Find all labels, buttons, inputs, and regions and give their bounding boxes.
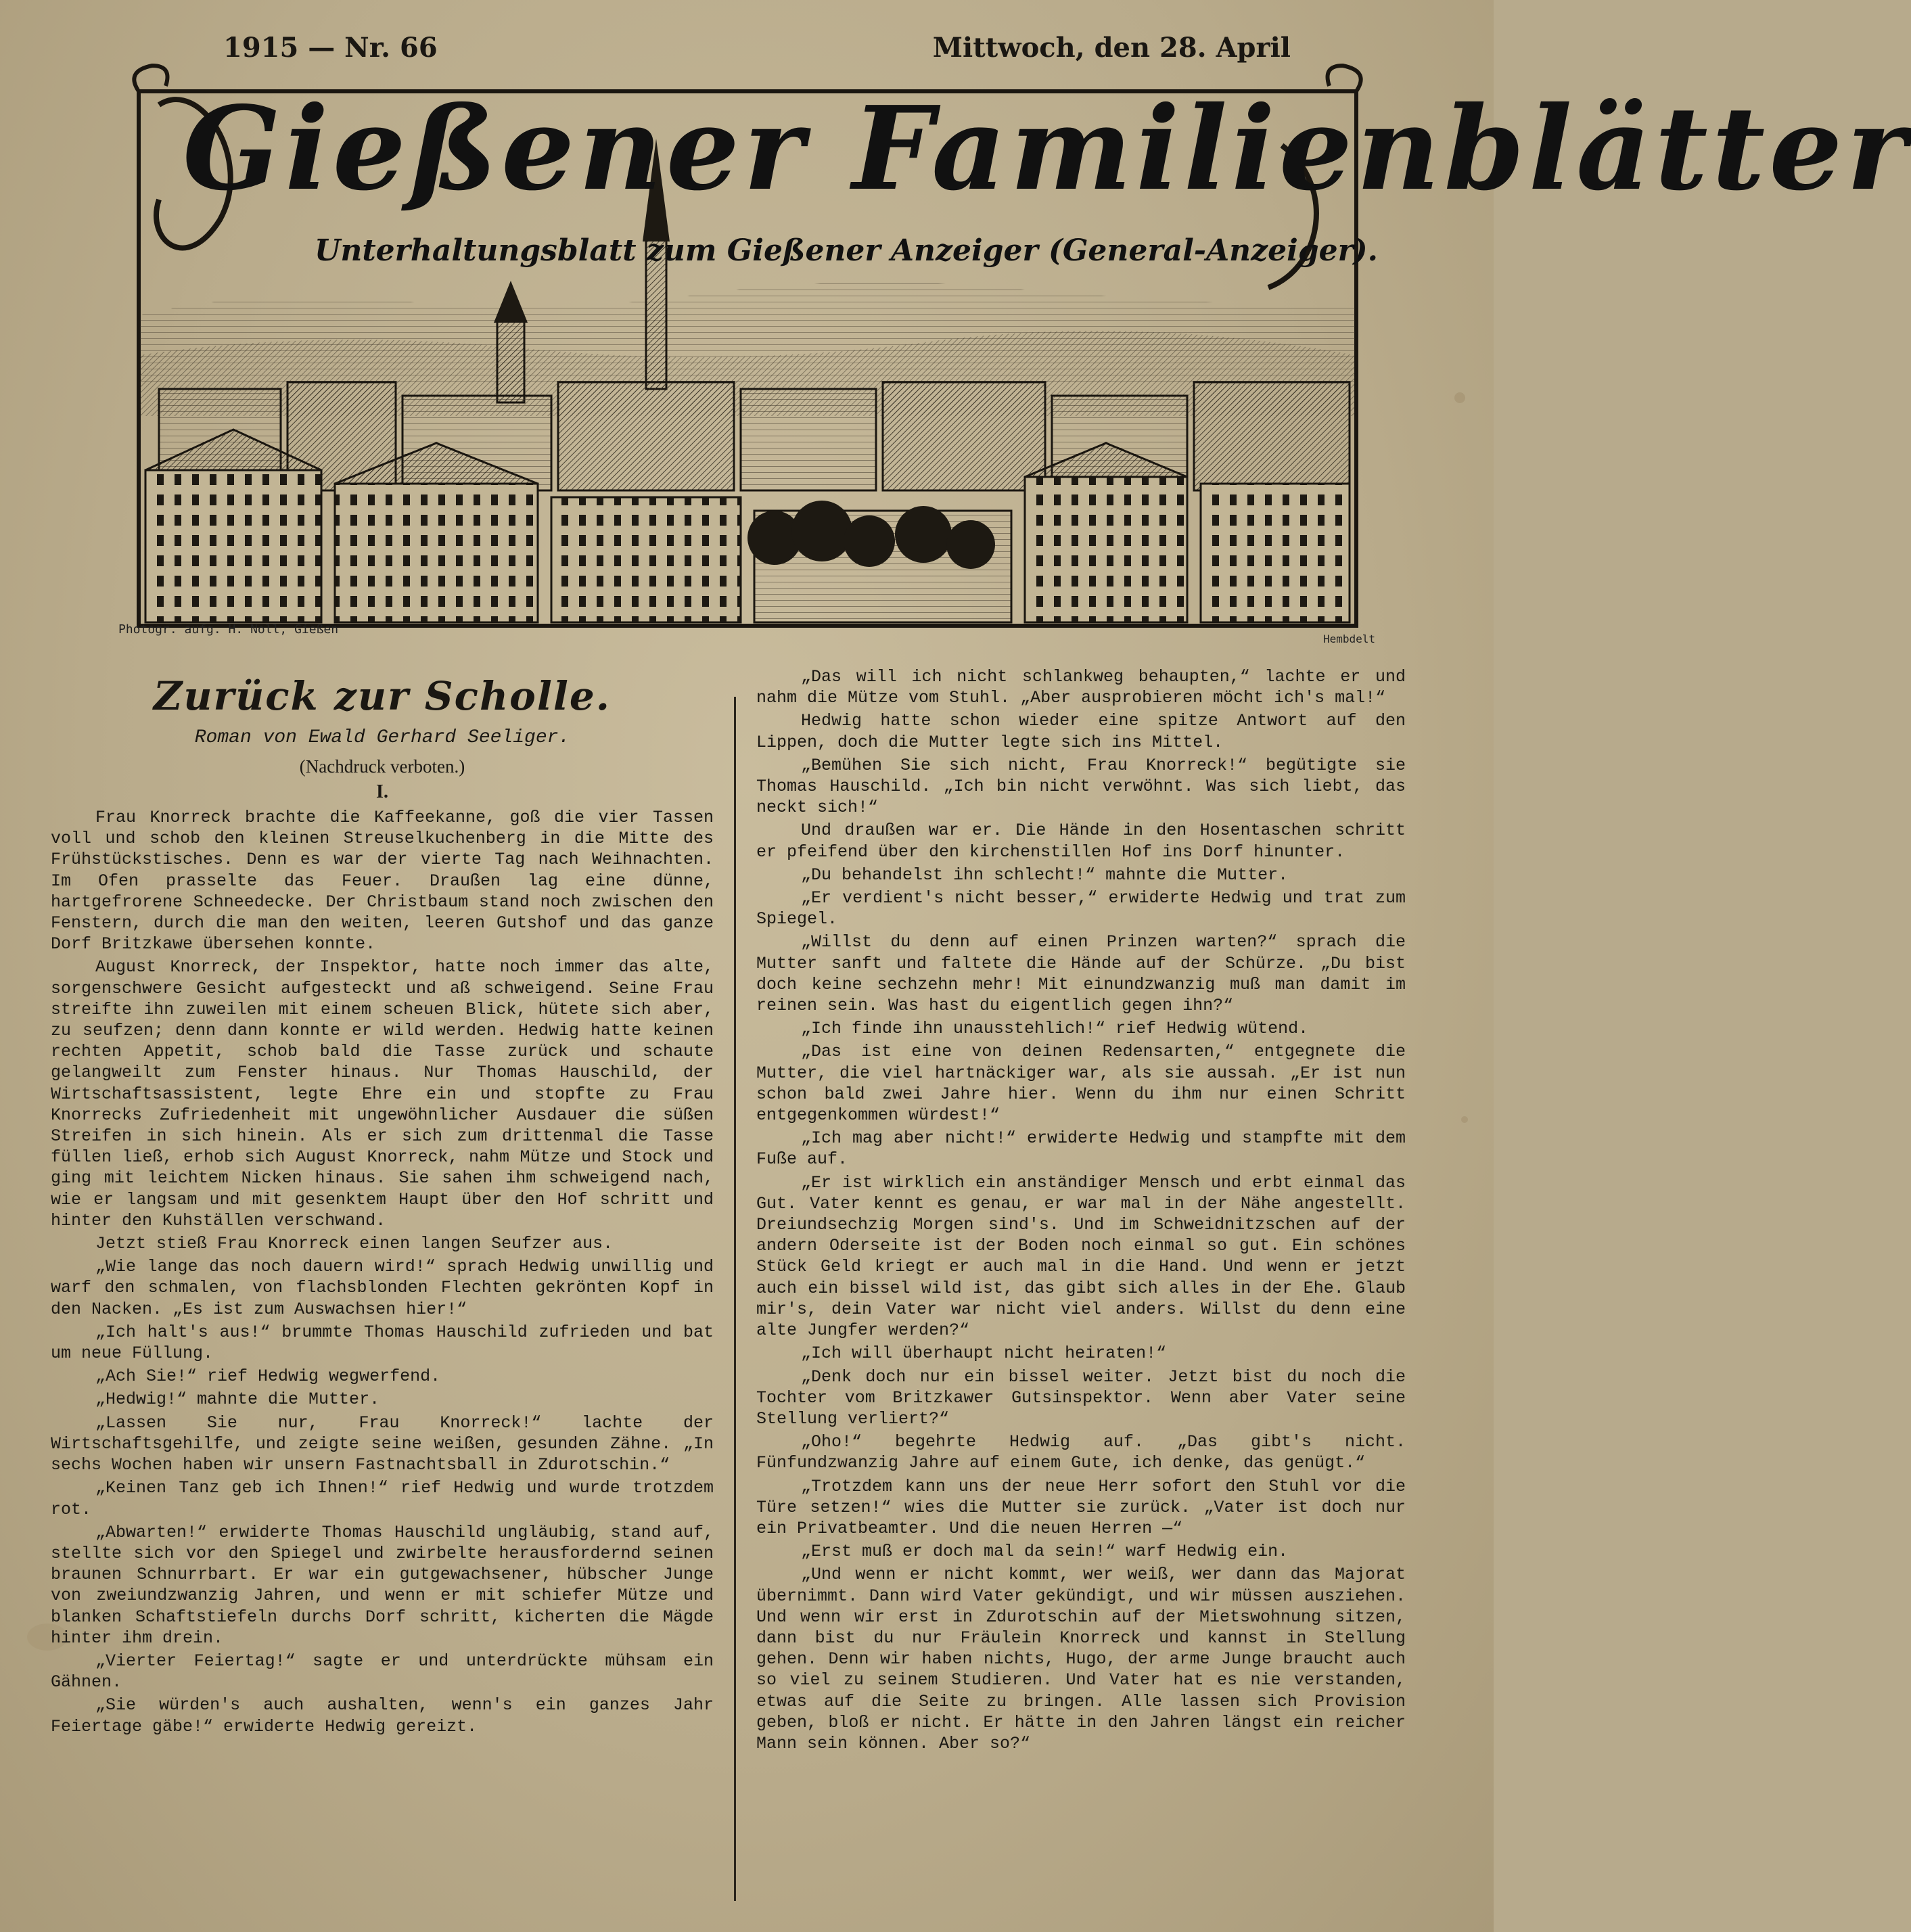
paragraph: „Ich mag aber nicht!“ erwiderte Hedwig und stampfte mit dem Fuße auf. [756, 1128, 1406, 1170]
paragraph: „Er ist wirklich ein anständiger Mensch und erbt einmal das Gut. Vater kennt es genau, er war mal in der Nähe angestellt. Dreiundsechzig Morgen sind's. Und im Schweidnitzschen auf der andern Oderseite ist der Boden noch einmal so gut. Ein schönes Stück Geld kriegt er auch mal in die Hand. Und wenn er jetzt auch ein bissel wild ist, das gibt sich alles in der Ehe. Glaub mir's, dein Vater war nicht viel anders. Willst du denn eine alte Jungfer werden?“ [756, 1172, 1406, 1341]
artist-signature: Hembdelt [1322, 632, 1375, 645]
masthead [118, 64, 1911, 639]
article-byline: Roman von Ewald Gerhard Seeliger. [194, 727, 570, 748]
paragraph: Und draußen war er. Die Hände in den Hosentaschen schritt er pfeifend über den kirchenstillen Hof ins Dorf hinunter. [756, 821, 1406, 862]
paragraph: „Ich finde ihn unausstehlich!“ rief Hedwig wütend. [801, 1019, 1309, 1039]
paragraph: „Abwarten!“ erwiderte Thomas Hauschild ungläubig, stand auf, stellte sich vor den Spiegel und zwirbelte herausfordernd seinen braunen Schnurrbart. Er war ein gutgewachsener, hübscher Junge von zweiundzwanzig Jahren, und wenn er mit schiefer Mütze und blanken Schaftstiefeln durchs Dorf schritt, kicherten die Mägde hinter ihm drein. [51, 1522, 714, 1648]
issue-number: 1915 — Nr. 66 [223, 31, 438, 64]
paragraph: „Keinen Tanz geb ich Ihnen!“ rief Hedwig und wurde trotzdem rot. [51, 1478, 714, 1519]
paragraph: August Knorreck, der Inspektor, hatte noch immer das alte, sorgenschwere Gesicht aufgesteckt und aß schweigend. Seine Frau streifte ihn zuweilen mit einem scheuen Blick, hütete sich aber, zu seufzen; denn dann konnte er wild werden. Hedwig hatte keinen rechten Appetit, schob bald die Tasse zurück und schaute gelangweilt zum Fenster hinaus. Nur Thomas Hauschild, der Wirtschaftsassistent, legte Ehre ein und stopfte zu Frau Knorrecks Zufriedenheit mit ungewöhnlicher Ausdauer die süßen Streifen in sich hinein. Als er sich zum drittenmal die Tasse füllen ließ, erhob sich August Knorreck, nahm Mütze und Stock und ging mit leichtem Nicken hinaus. Sie sahen ihm schweigend nach, wie er langsam und mit gesenktem Haupt über den Hof schritt und hinter den Kuhställen verschwand. [51, 957, 714, 1230]
paragraph: Hedwig hatte schon wieder eine spitze Antwort auf den Lippen, doch die Mutter legte sich ins Mittel. [756, 711, 1406, 752]
issue-line [223, 27, 1291, 68]
paragraph: „Ich halt's aus!“ brummte Thomas Hauschild zufrieden und bat um neue Füllung. [51, 1322, 714, 1364]
reprint-notice: (Nachdruck verboten.) [299, 756, 465, 777]
issue-date: Mittwoch, den 28. April [932, 31, 1291, 64]
photo-credit: Photogr. aufg. H. Noll, Gießen [118, 622, 339, 637]
paragraph: „Lassen Sie nur, Frau Knorreck!“ lachte der Wirtschaftsgehilfe, und zeigte seine weißen, gesunden Zähne. „In sechs Wochen haben wir unsern Fastnachtsball in Zdurotschin.“ [51, 1412, 714, 1475]
paragraph: „Du behandelst ihn schlecht!“ mahnte die Mutter. [801, 865, 1289, 885]
paragraph: „Trotzdem kann uns der neue Herr sofort den Stuhl vor die Türe setzen!“ wies die Mutter sie zurück. „Vater ist doch nur ein Privatbeamter. Und die neuen Herren —“ [756, 1476, 1406, 1538]
newspaper-title: Gießener Familienblätter [183, 81, 1911, 216]
paragraph: Jetzt stieß Frau Knorreck einen langen Seufzer aus. [95, 1234, 614, 1254]
left-column [51, 666, 734, 1904]
paragraph: „Ich will überhaupt nicht heiraten!“ [801, 1343, 1167, 1364]
chapter-number: I. [376, 781, 388, 802]
article-title: Zurück zur Scholle. [154, 673, 611, 719]
paragraph: „Oho!“ begehrte Hedwig auf. „Das gibt's nicht. Fünfundzwanzig Jahre auf einem Gute, ich denke, das genügt.“ [756, 1432, 1406, 1473]
paragraph: „Das will ich nicht schlankweg behaupten,“ lachte er und nahm die Mütze vom Stuhl. „Aber ausprobieren möcht ich's mal!“ [756, 667, 1406, 708]
paragraph: „Sie würden's auch aushalten, wenn's ein ganzes Jahr Feiertage gäbe!“ erwiderte Hedwig gereizt. [51, 1695, 714, 1736]
newspaper-subtitle: Unterhaltungsblatt zum Gießener Anzeiger (General-Anzeiger). [315, 233, 1378, 268]
left-column-text [51, 807, 714, 1737]
paragraph: „Vierter Feiertag!“ sagte er und unterdrückte mühsam ein Gähnen. [51, 1651, 714, 1693]
paragraph: Frau Knorreck brachte die Kaffeekanne, goß die vier Tassen voll und schob den kleinen Streuselkuchenberg in die Mitte des Frühstückstisches. Denn es war der vierte Tag nach Weihnachten. Im Ofen prasselte das Feuer. Draußen lag eine dünne, hartgefrorene Schneedecke. Der Christbaum stand noch zwischen den Fenstern, durch die man den weiten, leeren Gutshof und das ganze Dorf Britzkawe übersehen konnte. [51, 808, 714, 954]
paragraph: „Wie lange das noch dauern wird!“ sprach Hedwig unwillig und warf den schmalen, von flachsblonden Flechten gekrönten Kopf in den Nacken. „Es ist zum Auswachsen hier!“ [51, 1257, 714, 1319]
paragraph: „Bemühen Sie sich nicht, Frau Knorreck!“ begütigte sie Thomas Hauschild. „Ich bin nicht verwöhnt. Was sich liebt, das neckt sich!“ [756, 755, 1406, 818]
paragraph: „Ach Sie!“ rief Hedwig wegwerfend. [95, 1366, 441, 1387]
article-columns [51, 666, 1410, 1904]
paragraph: „Erst muß er doch mal da sein!“ warf Hedwig ein. [801, 1542, 1289, 1562]
paragraph: „Er verdient's nicht besser,“ erwiderte Hedwig und trat zum Spiegel. [756, 888, 1406, 929]
paragraph: „Das ist eine von deinen Redensarten,“ entgegnete die Mutter, die viel hartnäckiger war, als sie aussah. „Er ist nun schon bald zwei Jahre hier. Wenn du ihm nur einen Schritt entgegenkommen würdest!“ [756, 1042, 1406, 1126]
paragraph: „Und wenn er nicht kommt, wer weiß, wer dann das Majorat übernimmt. Dann wird Vater gekündigt, und wir müssen ausziehen. Und wenn wir erst in Zdurotschin auf der Mietswohnung sitzen, dann bist du nur Fräulein Knorreck und kannst in Stellung gehen. Denn wir haben nichts, Hugo, der arme Junge braucht auch so viel zu seinem Studieren. Und Vater hat es nie verstanden, etwas auf die Seite zu bringen. Alle lassen sich Provision geben, bloß er nicht. Er hätte in den Jahren längst ein reicher Mann sein können. Aber so?“ [756, 1565, 1406, 1753]
paragraph: „Hedwig!“ mahnte die Mutter. [95, 1389, 380, 1410]
paragraph: „Denk doch nur ein bissel weiter. Jetzt bist du noch die Tochter vom Britzkawer Gutsinspektor. Wenn aber Vater seine Stellung verliert?“ [756, 1366, 1406, 1429]
right-column [736, 666, 1406, 1904]
right-column-text [756, 666, 1406, 1754]
paragraph: „Willst du denn auf einen Prinzen warten?“ sprach die Mutter sanft und faltete die Hände auf der Schürze. „Du bist doch keine sechzehn mehr! Mit einundzwanzig muß man damit im reinen sein. Was hast du eigentlich gegen ihn?“ [756, 932, 1406, 1016]
